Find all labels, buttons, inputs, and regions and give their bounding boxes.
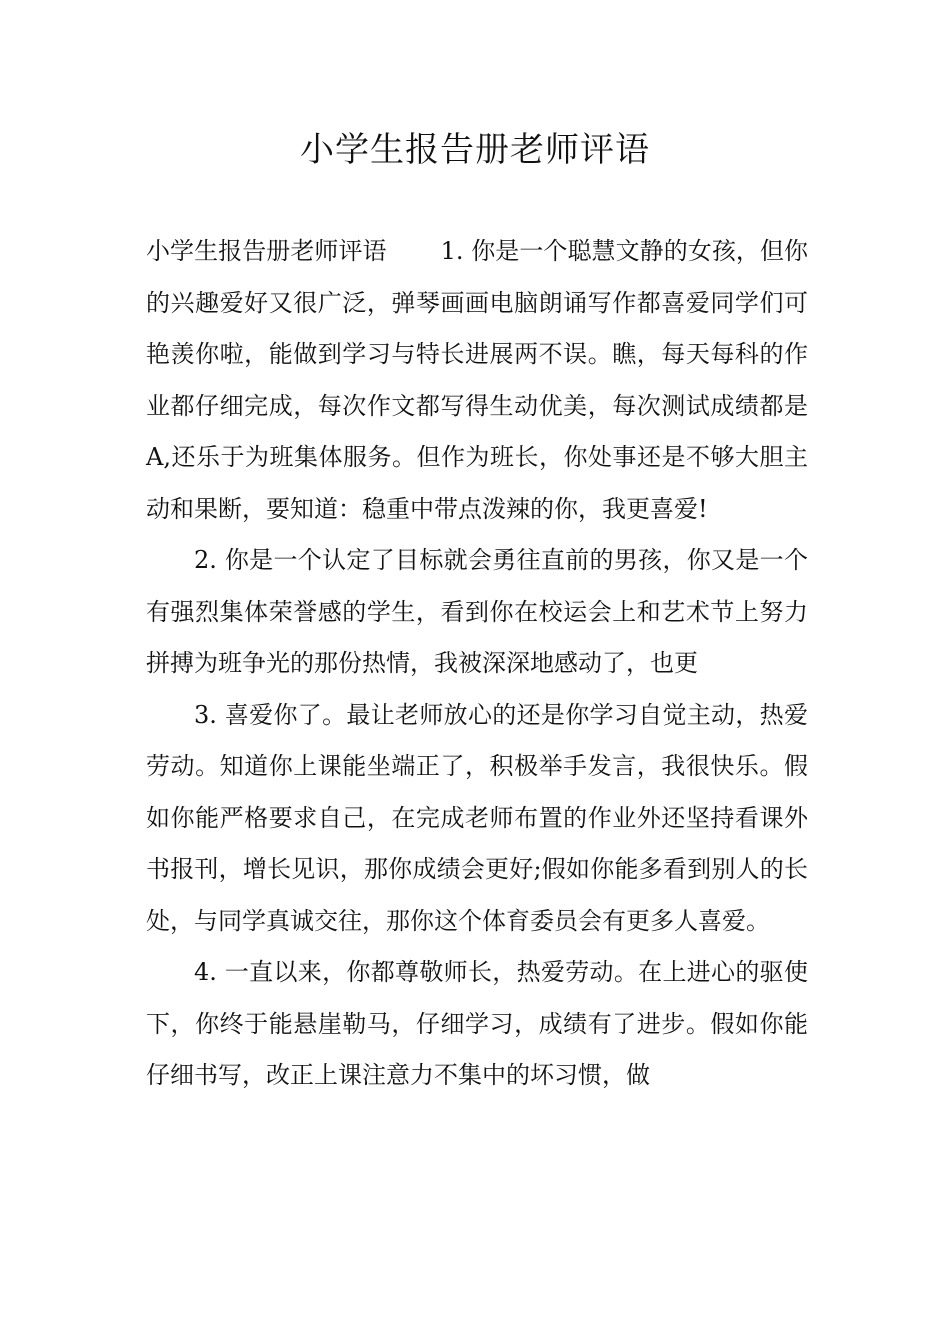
intro-heading: 小学生报告册老师评语: [146, 237, 387, 265]
paragraph-1-text: 1. 你是一个聪慧文静的女孩，但你的兴趣爱好又很广泛，弹琴画画电脑朗诵写作都喜爱同学们可艳羡你啦，能做到学习与特长进展两不误。瞧，每天每科的作业都仔细完成，每次作文都写得生动优美，每次测试成绩都是A,还乐于为班集体服务。但作为班长，你处事还是不够大胆主动和果断，要知道：稳重中带点泼辣的你，我更喜爱!: [146, 237, 809, 523]
document-body: [146, 226, 808, 1102]
paragraph-1: [146, 226, 808, 535]
document-title: 小学生报告册老师评语: [300, 130, 650, 170]
paragraph-2: 2. 你是一个认定了目标就会勇往直前的男孩，你又是一个有强烈集体荣誉感的学生，看到你在校运会上和艺术节上努力拼搏为班争光的那份热情，我被深深地感动了，也更: [146, 546, 808, 677]
paragraph-3: 3. 喜爱你了。最让老师放心的还是你学习自觉主动，热爱劳动。知道你上课能坐端正了，积极举手发言，我很快乐。假如你能严格要求自己，在完成老师布置的作业外还坚持看课外书报刊，增长见识，那你成绩会更好;假如你能多看到别人的长处，与同学真诚交往，那你这个体育委员会有更多人喜爱。: [146, 700, 808, 935]
paragraph-4: 4. 一直以来，你都尊敬师长，热爱劳动。在上进心的驱使下，你终于能悬崖勒马，仔细学习，成绩有了进步。假如你能仔细书写，改正上课注意力不集中的坏习惯，做: [146, 958, 808, 1089]
